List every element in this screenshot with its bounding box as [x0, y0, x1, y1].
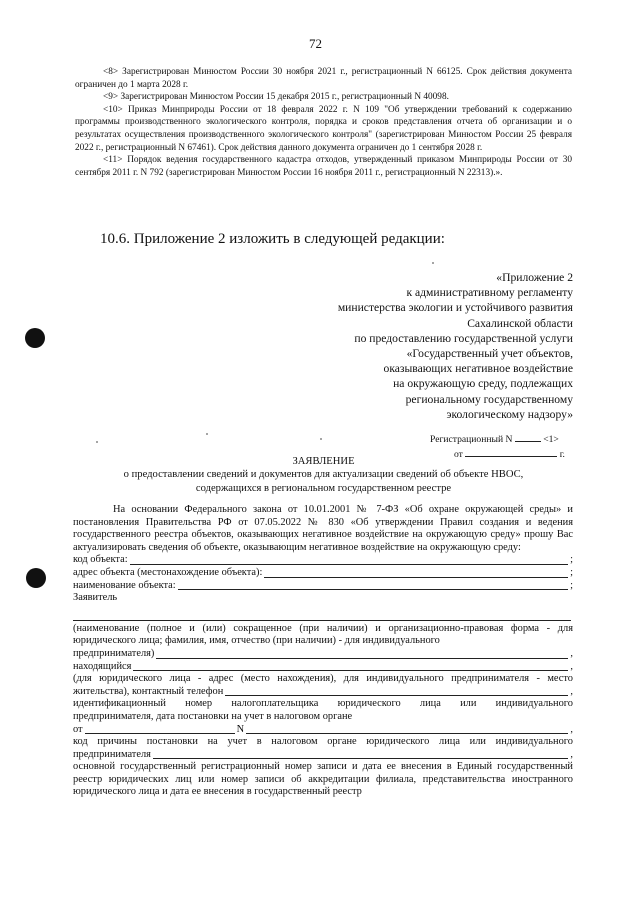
- appendix-line: оказывающих негативное воздействие: [383, 362, 573, 376]
- punctuation: ;: [570, 566, 573, 578]
- application-title: ЗАЯВЛЕНИЕ: [292, 456, 355, 467]
- section-heading: 10.6. Приложение 2 изложить в следующей редакции:: [100, 231, 445, 247]
- punctuation: ;: [570, 579, 573, 591]
- punctuation: ;: [570, 554, 573, 566]
- tax-date-field[interactable]: [85, 725, 235, 734]
- scan-speck: [320, 438, 322, 440]
- object-name-label: наименование объекта:: [73, 579, 176, 591]
- punctuation: ,: [570, 660, 573, 672]
- scan-speck: [206, 433, 208, 435]
- object-address-field[interactable]: [264, 569, 568, 578]
- located-label: находящийся: [73, 660, 132, 672]
- punctuation: ,: [570, 723, 573, 735]
- punctuation: ,: [570, 685, 573, 697]
- phone-field[interactable]: [225, 687, 568, 696]
- scan-speck: [432, 262, 434, 264]
- appendix-line: «Приложение 2: [496, 271, 573, 284]
- address-note: (для юридического лица - адрес (место нахождения), для индивидуального предпринимателя - место: [73, 673, 573, 685]
- phone-row: [73, 686, 573, 699]
- number-sign: N: [236, 723, 245, 735]
- ogrn-label: основной государственный регистрационный номер записи и дата ее внесения в Единый государственный реестр юридических лиц или номер записи об аккредитации филиала, представительства иностранного юридического лица и дата ее внесения в государственный реестр: [73, 761, 573, 798]
- appendix-line: экологическому надзору»: [446, 407, 573, 421]
- applicant-row: [73, 605, 573, 623]
- application-form: [73, 504, 573, 799]
- phone-label: жительства), контактный телефон: [73, 685, 224, 697]
- appendix-line: «Государственный учет объектов,: [406, 347, 573, 361]
- scan-speck: [96, 441, 98, 443]
- application-title-block: [75, 455, 572, 495]
- object-code-row: [73, 554, 573, 567]
- appendix-line: Сахалинской области: [467, 316, 573, 330]
- appendix-header: [338, 270, 573, 422]
- appendix-line: региональному государственному: [405, 392, 573, 406]
- applicant-label: Заявитель: [73, 592, 118, 604]
- page-number: 72: [309, 36, 322, 51]
- kpp-field[interactable]: [153, 750, 568, 759]
- intro-paragraph: На основании Федерального закона от 10.01.2001 № 7-ФЗ «Об охране окружающей среды» и постановления Правительства РФ от 07.05.2022 № 830 «Об утверждении Правил создания и ведения государственного реестра объектов, оказывающих негативное воздействие на окружающую среду» прошу Вас актуализировать сведения об объекте, оказывающим негативное воздействие на окружающую среду:: [73, 504, 573, 553]
- footnote-8: <8> Зарегистрирован Минюстом России 30 ноября 2021 г., регистрационный N 66125. Срок действия документа ограничен до 1 марта 2028 г.: [75, 67, 572, 90]
- registration-from-label: от: [454, 449, 463, 460]
- from-label: от: [73, 723, 83, 735]
- registration-number-field[interactable]: [515, 431, 541, 442]
- footnote-9: <9> Зарегистрирован Минюстом России 15 декабря 2015 г., регистрационный N 40098.: [103, 92, 449, 103]
- object-name-field[interactable]: [178, 581, 568, 590]
- applicant-note-row: [73, 648, 573, 661]
- object-address-row: [73, 567, 573, 580]
- footnotes: [75, 66, 572, 179]
- inn-label: идентификационный номер налогоплательщика юридического лица или индивидуального: [73, 698, 573, 710]
- applicant-note-end: предпринимателя): [73, 647, 155, 659]
- kpp-row: [73, 749, 573, 762]
- located-row: [73, 661, 573, 674]
- punctuation: ,: [570, 647, 573, 659]
- applicant-note: (наименование (полное и (или) сокращенное (при наличии) и организационно-правовая форма - для юридического лица; фамилия, имя, отчество (при наличии) - для индивидуального: [73, 622, 573, 647]
- appendix-line: к административному регламенту: [406, 286, 573, 300]
- appendix-line: министерства экологии и устойчивого развития: [337, 301, 573, 315]
- object-name-row: [73, 580, 573, 593]
- appendix-line: на окружающую среду, подлежащих: [393, 377, 573, 391]
- punctuation: ,: [570, 748, 573, 760]
- kpp-label-cont: предпринимателя: [73, 748, 151, 760]
- inn-label-cont: предпринимателя, дата постановки на учет в налоговом органе: [73, 710, 353, 722]
- applicant-field[interactable]: [73, 612, 571, 621]
- application-subtitle: о предоставлении сведений и документов для актуализации сведений об объекте НВОС,: [123, 469, 524, 481]
- punch-hole: [26, 568, 46, 588]
- application-subtitle: содержащихся в региональном государственном реестре: [195, 482, 452, 494]
- registration-footnote-ref: <1>: [543, 434, 559, 445]
- registration-year-suffix: г.: [559, 449, 565, 460]
- object-code-field[interactable]: [130, 556, 569, 565]
- kpp-label: код причины постановки на учет в налоговом органе юридического лица или индивидуального: [73, 736, 573, 748]
- tax-number-field[interactable]: [246, 725, 568, 734]
- tax-registration-row: [73, 724, 573, 737]
- appendix-line: по предоставлению государственной услуги: [354, 331, 573, 345]
- object-code-label: код объекта:: [73, 554, 128, 566]
- object-address-label: адрес объекта (местонахождение объекта):: [73, 566, 263, 578]
- footnote-10: <10> Приказ Минприроды России от 18 февраля 2022 г. N 109 "Об утверждении требований к содержанию программы производственного экологического контроля, порядка и сроков представления отчета об организации и о результатах осуществления производственного экологического контроля" (зарегистрирован Минюстом России 25 февраля 2022 г., регистрационный N 67461). Срок действия данного документа ограничен до 1 сентября 2028 г.: [75, 104, 572, 153]
- applicant-name-field[interactable]: [156, 650, 568, 659]
- footnote-11: <11> Порядок ведения государственного кадастра отходов, утвержденный приказом Минприроды России от 30 сентября 2011 г. N 792 (зарегистрирован Минюстом России 16 ноября 2011 г., регистрационный N 22313).».: [75, 155, 572, 178]
- located-field[interactable]: [133, 662, 568, 671]
- punch-hole: [25, 328, 45, 348]
- registration-label: Регистрационный N: [430, 434, 513, 445]
